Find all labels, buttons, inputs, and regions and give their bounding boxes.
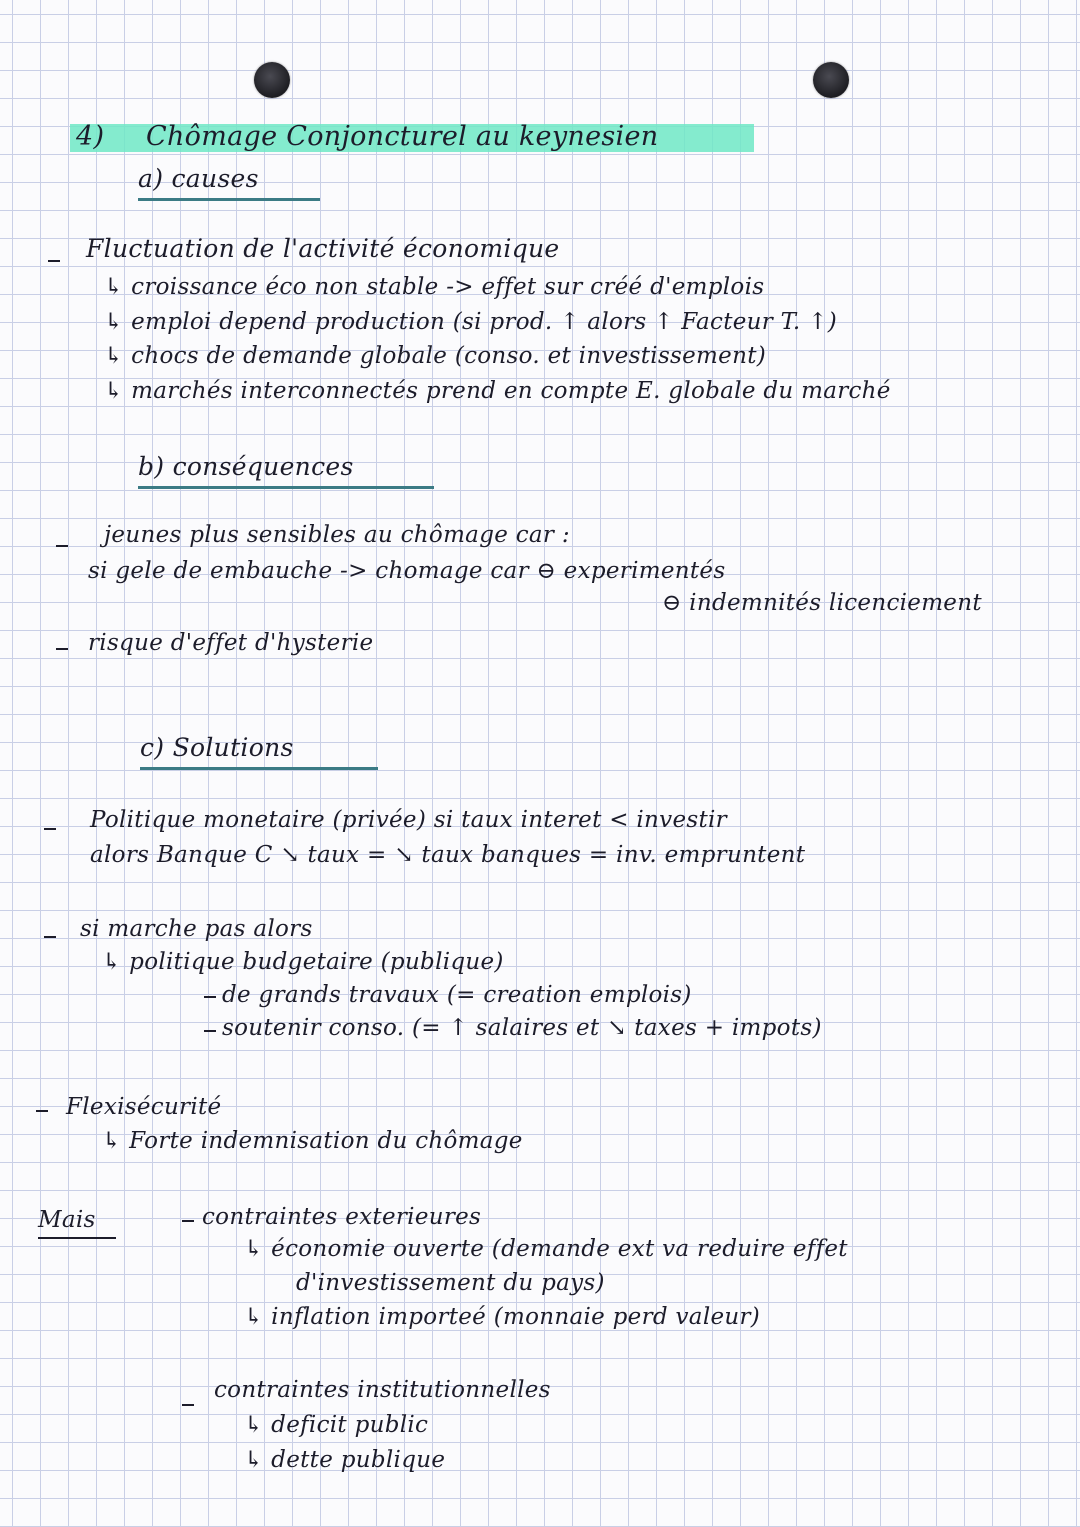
causes-bullet: Fluctuation de l'activité économique — [86, 234, 560, 263]
binder-hole-right — [813, 62, 849, 98]
solutions-line1: Politique monetaire (privée) si taux interet < investir — [90, 807, 727, 833]
causes-sub4: ↳ marchés interconnectés prend en compte E. globale du marché — [104, 378, 891, 404]
bullet-dash — [48, 260, 60, 262]
solutions-line3: si marche pas alors — [80, 916, 313, 942]
bullet-dash — [36, 1110, 48, 1112]
binder-hole-left — [254, 62, 290, 98]
bullet-dash — [204, 1030, 216, 1032]
ext-constraints-line1: ↳ économie ouverte (demande ext va reduire effet — [244, 1236, 848, 1262]
bullet-dash — [56, 648, 68, 650]
inst-constraints-heading: contraintes institutionnelles — [214, 1377, 551, 1403]
bullet-dash — [182, 1404, 194, 1406]
section-b-heading: b) conséquences — [138, 452, 434, 489]
causes-sub1: ↳ croissance éco non stable -> effet sur créé d'emplois — [104, 274, 765, 300]
ext-constraints-heading: contraintes exterieures — [202, 1204, 482, 1230]
title-number: 4) — [76, 121, 105, 152]
ext-constraints-line2: d'investissement du pays) — [296, 1270, 605, 1296]
mais-underline — [38, 1237, 116, 1239]
consequences-line4: risque d'effet d'hysterie — [88, 630, 374, 656]
solutions-line4: ↳ politique budgetaire (publique) — [102, 949, 504, 975]
page-title: Chômage Conjoncturel au keynesien — [146, 121, 659, 152]
bullet-dash — [44, 828, 56, 830]
solutions-line6: soutenir conso. (= ↑ salaires et ↘ taxes + impots) — [222, 1015, 822, 1041]
bullet-dash — [44, 936, 56, 938]
causes-sub2: ↳ emploi depend production (si prod. ↑ alors ↑ Facteur T. ↑) — [104, 309, 837, 335]
inst-constraints-line1: ↳ deficit public — [244, 1412, 429, 1438]
solutions-line2: alors Banque C ↘ taux = ↘ taux banques = inv. empruntent — [90, 842, 806, 868]
causes-sub3: ↳ chocs de demande globale (conso. et investissement) — [104, 343, 767, 369]
bullet-dash — [56, 545, 68, 547]
mais-label: Mais — [38, 1207, 96, 1233]
inst-constraints-line2: ↳ dette publique — [244, 1447, 446, 1473]
solutions-line5: de grands travaux (= creation emplois) — [222, 982, 692, 1008]
consequences-line3: ⊖ indemnités licenciement — [662, 590, 982, 616]
solutions-line7: Flexisécurité — [66, 1094, 222, 1120]
section-c-heading: c) Solutions — [140, 733, 378, 770]
solutions-line8: ↳ Forte indemnisation du chômage — [102, 1128, 523, 1154]
bullet-dash — [204, 996, 216, 998]
consequences-line2: si gele de embauche -> chomage car ⊖ experimentés — [88, 558, 726, 584]
consequences-line1: jeunes plus sensibles au chômage car : — [104, 522, 570, 548]
section-a-heading: a) causes — [138, 164, 320, 201]
ext-constraints-line3: ↳ inflation importeé (monnaie perd valeur) — [244, 1304, 761, 1330]
bullet-dash — [182, 1220, 194, 1222]
